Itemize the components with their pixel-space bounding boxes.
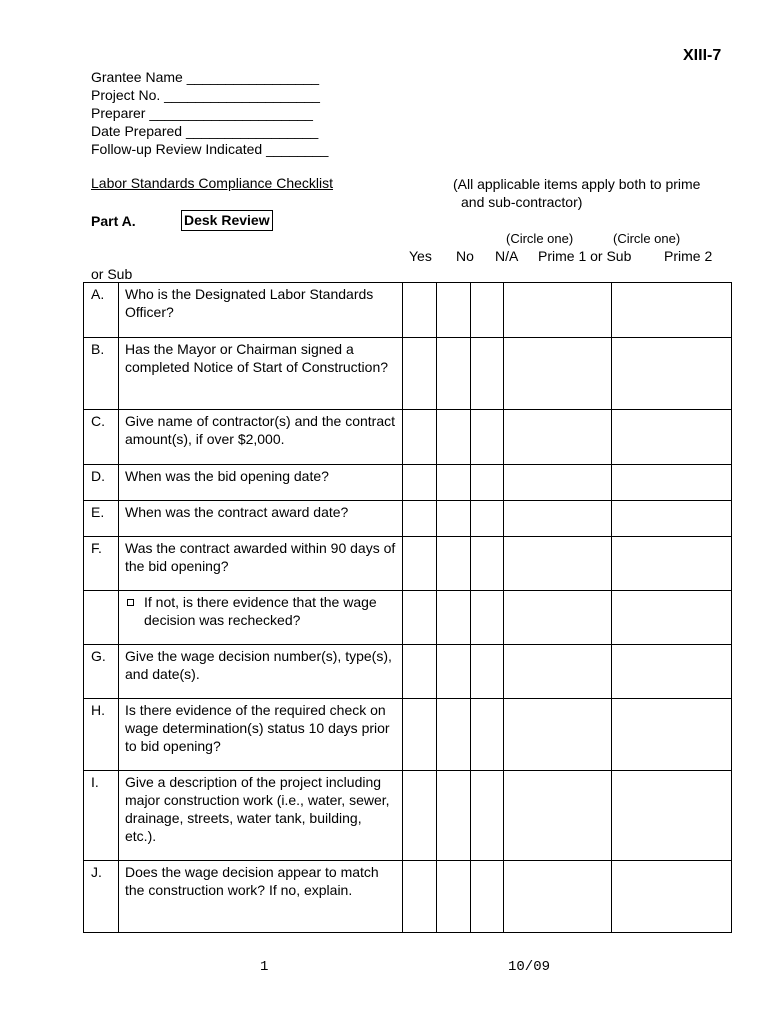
- row-letter: E.: [84, 501, 119, 537]
- circle-one-label-1: (Circle one): [506, 231, 574, 246]
- column-or-sub: or Sub: [91, 266, 133, 282]
- yes-cell[interactable]: [403, 861, 437, 933]
- na-cell[interactable]: [471, 699, 504, 771]
- table-row: [84, 699, 732, 771]
- table-row: [84, 771, 732, 861]
- row-letter: [84, 591, 119, 645]
- checklist-title: Labor Standards Compliance Checklist: [91, 175, 334, 191]
- row-question: When was the contract award date?: [119, 501, 403, 537]
- na-cell[interactable]: [471, 861, 504, 933]
- row-question: Who is the Designated Labor Standards Officer?: [119, 283, 403, 338]
- no-cell[interactable]: [437, 699, 471, 771]
- row-letter: H.: [84, 699, 119, 771]
- yes-cell[interactable]: [403, 537, 437, 591]
- prime2-cell[interactable]: [612, 537, 732, 591]
- table-row: [84, 410, 732, 465]
- yes-cell[interactable]: [403, 283, 437, 338]
- circle-one-label-2: (Circle one): [613, 231, 681, 246]
- project-no-field: [91, 86, 320, 104]
- follow-up-label: Follow-up Review Indicated: [91, 141, 263, 157]
- row-question: Is there evidence of the required check on wage determination(s) status 10 days prior to bid opening?: [119, 699, 403, 771]
- prime1-cell[interactable]: [504, 410, 612, 465]
- na-cell[interactable]: [471, 591, 504, 645]
- prime2-cell[interactable]: [612, 699, 732, 771]
- preparer-label: Preparer: [91, 105, 146, 121]
- prime2-cell[interactable]: [612, 338, 732, 410]
- prime1-cell[interactable]: [504, 645, 612, 699]
- row-letter: A.: [84, 283, 119, 338]
- na-cell[interactable]: [471, 338, 504, 410]
- prime1-cell[interactable]: [504, 465, 612, 501]
- na-cell[interactable]: [471, 465, 504, 501]
- footer-date: 10/09: [508, 959, 551, 975]
- no-cell[interactable]: [437, 410, 471, 465]
- prime1-cell[interactable]: [504, 501, 612, 537]
- prime2-cell[interactable]: [612, 771, 732, 861]
- note-line-1: (All applicable items apply both to prime: [453, 176, 701, 192]
- no-cell[interactable]: [437, 537, 471, 591]
- column-prime1: Prime 1 or Sub: [538, 248, 632, 264]
- page-code: XIII-7: [683, 47, 722, 64]
- yes-cell[interactable]: [403, 699, 437, 771]
- yes-cell[interactable]: [403, 465, 437, 501]
- row-letter: C.: [84, 410, 119, 465]
- row-letter: D.: [84, 465, 119, 501]
- follow-up-field: [91, 140, 328, 158]
- no-cell[interactable]: [437, 501, 471, 537]
- row-letter: B.: [84, 338, 119, 410]
- note-line-2: and sub-contractor): [461, 194, 583, 210]
- column-na: N/A: [495, 248, 519, 264]
- grantee-name-blank: _________________: [186, 69, 320, 85]
- prime1-cell[interactable]: [504, 537, 612, 591]
- row-question: When was the bid opening date?: [119, 465, 403, 501]
- prime1-cell[interactable]: [504, 283, 612, 338]
- prime1-cell[interactable]: [504, 861, 612, 933]
- prime2-cell[interactable]: [612, 410, 732, 465]
- checkbox-bullet-icon: [127, 599, 134, 606]
- no-cell[interactable]: [437, 771, 471, 861]
- prime1-cell[interactable]: [504, 591, 612, 645]
- date-prepared-field: [91, 122, 318, 140]
- prime2-cell[interactable]: [612, 501, 732, 537]
- na-cell[interactable]: [471, 501, 504, 537]
- prime2-cell[interactable]: [612, 591, 732, 645]
- project-no-label: Project No.: [91, 87, 161, 103]
- row-letter: J.: [84, 861, 119, 933]
- prime2-cell[interactable]: [612, 465, 732, 501]
- row-question: Was the contract awarded within 90 days of the bid opening?: [119, 537, 403, 591]
- row-question: Give name of contractor(s) and the contract amount(s), if over $2,000.: [119, 410, 403, 465]
- na-cell[interactable]: [471, 283, 504, 338]
- na-cell[interactable]: [471, 410, 504, 465]
- no-cell[interactable]: [437, 861, 471, 933]
- no-cell[interactable]: [437, 283, 471, 338]
- sub-question-text: If not, is there evidence that the wage decision was rechecked?: [144, 594, 377, 628]
- row-question-sub: [119, 591, 403, 645]
- row-question: Give the wage decision number(s), type(s), and date(s).: [119, 645, 403, 699]
- table-row: [84, 283, 732, 338]
- prime1-cell[interactable]: [504, 771, 612, 861]
- yes-cell[interactable]: [403, 410, 437, 465]
- table-row: [84, 645, 732, 699]
- prime1-cell[interactable]: [504, 338, 612, 410]
- na-cell[interactable]: [471, 645, 504, 699]
- no-cell[interactable]: [437, 338, 471, 410]
- column-prime2: Prime 2: [664, 248, 713, 264]
- part-title: Desk Review: [181, 210, 273, 231]
- column-no: No: [456, 248, 474, 264]
- row-letter: F.: [84, 537, 119, 591]
- date-prepared-blank: _________________: [185, 123, 319, 139]
- table-row: [84, 501, 732, 537]
- table-row: [84, 537, 732, 591]
- no-cell[interactable]: [437, 591, 471, 645]
- yes-cell[interactable]: [403, 771, 437, 861]
- row-question: Has the Mayor or Chairman signed a completed Notice of Start of Construction?: [119, 338, 403, 410]
- na-cell[interactable]: [471, 537, 504, 591]
- table-row: [84, 591, 732, 645]
- yes-cell[interactable]: [403, 645, 437, 699]
- table-row: [84, 465, 732, 501]
- date-prepared-label: Date Prepared: [91, 123, 183, 139]
- footer-page-number: 1: [260, 959, 269, 975]
- row-question: Give a description of the project including major construction work (i.e., water, sewer, drainage, streets, water tank, building, etc.).: [119, 771, 403, 861]
- grantee-name-label: Grantee Name: [91, 69, 183, 85]
- follow-up-blank: ________: [266, 141, 329, 157]
- checklist-table: [83, 282, 732, 933]
- grantee-name-field: [91, 68, 319, 86]
- applicability-note: [453, 175, 733, 211]
- prime2-cell[interactable]: [612, 645, 732, 699]
- part-label: Part A.: [91, 213, 136, 229]
- prime2-cell[interactable]: [612, 283, 732, 338]
- yes-cell[interactable]: [403, 501, 437, 537]
- column-yes: Yes: [409, 248, 432, 264]
- yes-cell[interactable]: [403, 338, 437, 410]
- prime1-cell[interactable]: [504, 699, 612, 771]
- table-row: [84, 338, 732, 410]
- project-no-blank: ____________________: [164, 87, 320, 103]
- preparer-field: [91, 104, 313, 122]
- no-cell[interactable]: [437, 645, 471, 699]
- row-letter: I.: [84, 771, 119, 861]
- table-row: [84, 861, 732, 933]
- row-letter: G.: [84, 645, 119, 699]
- no-cell[interactable]: [437, 465, 471, 501]
- row-question: Does the wage decision appear to match the construction work? If no, explain.: [119, 861, 403, 933]
- na-cell[interactable]: [471, 771, 504, 861]
- preparer-blank: _____________________: [149, 105, 313, 121]
- yes-cell[interactable]: [403, 591, 437, 645]
- prime2-cell[interactable]: [612, 861, 732, 933]
